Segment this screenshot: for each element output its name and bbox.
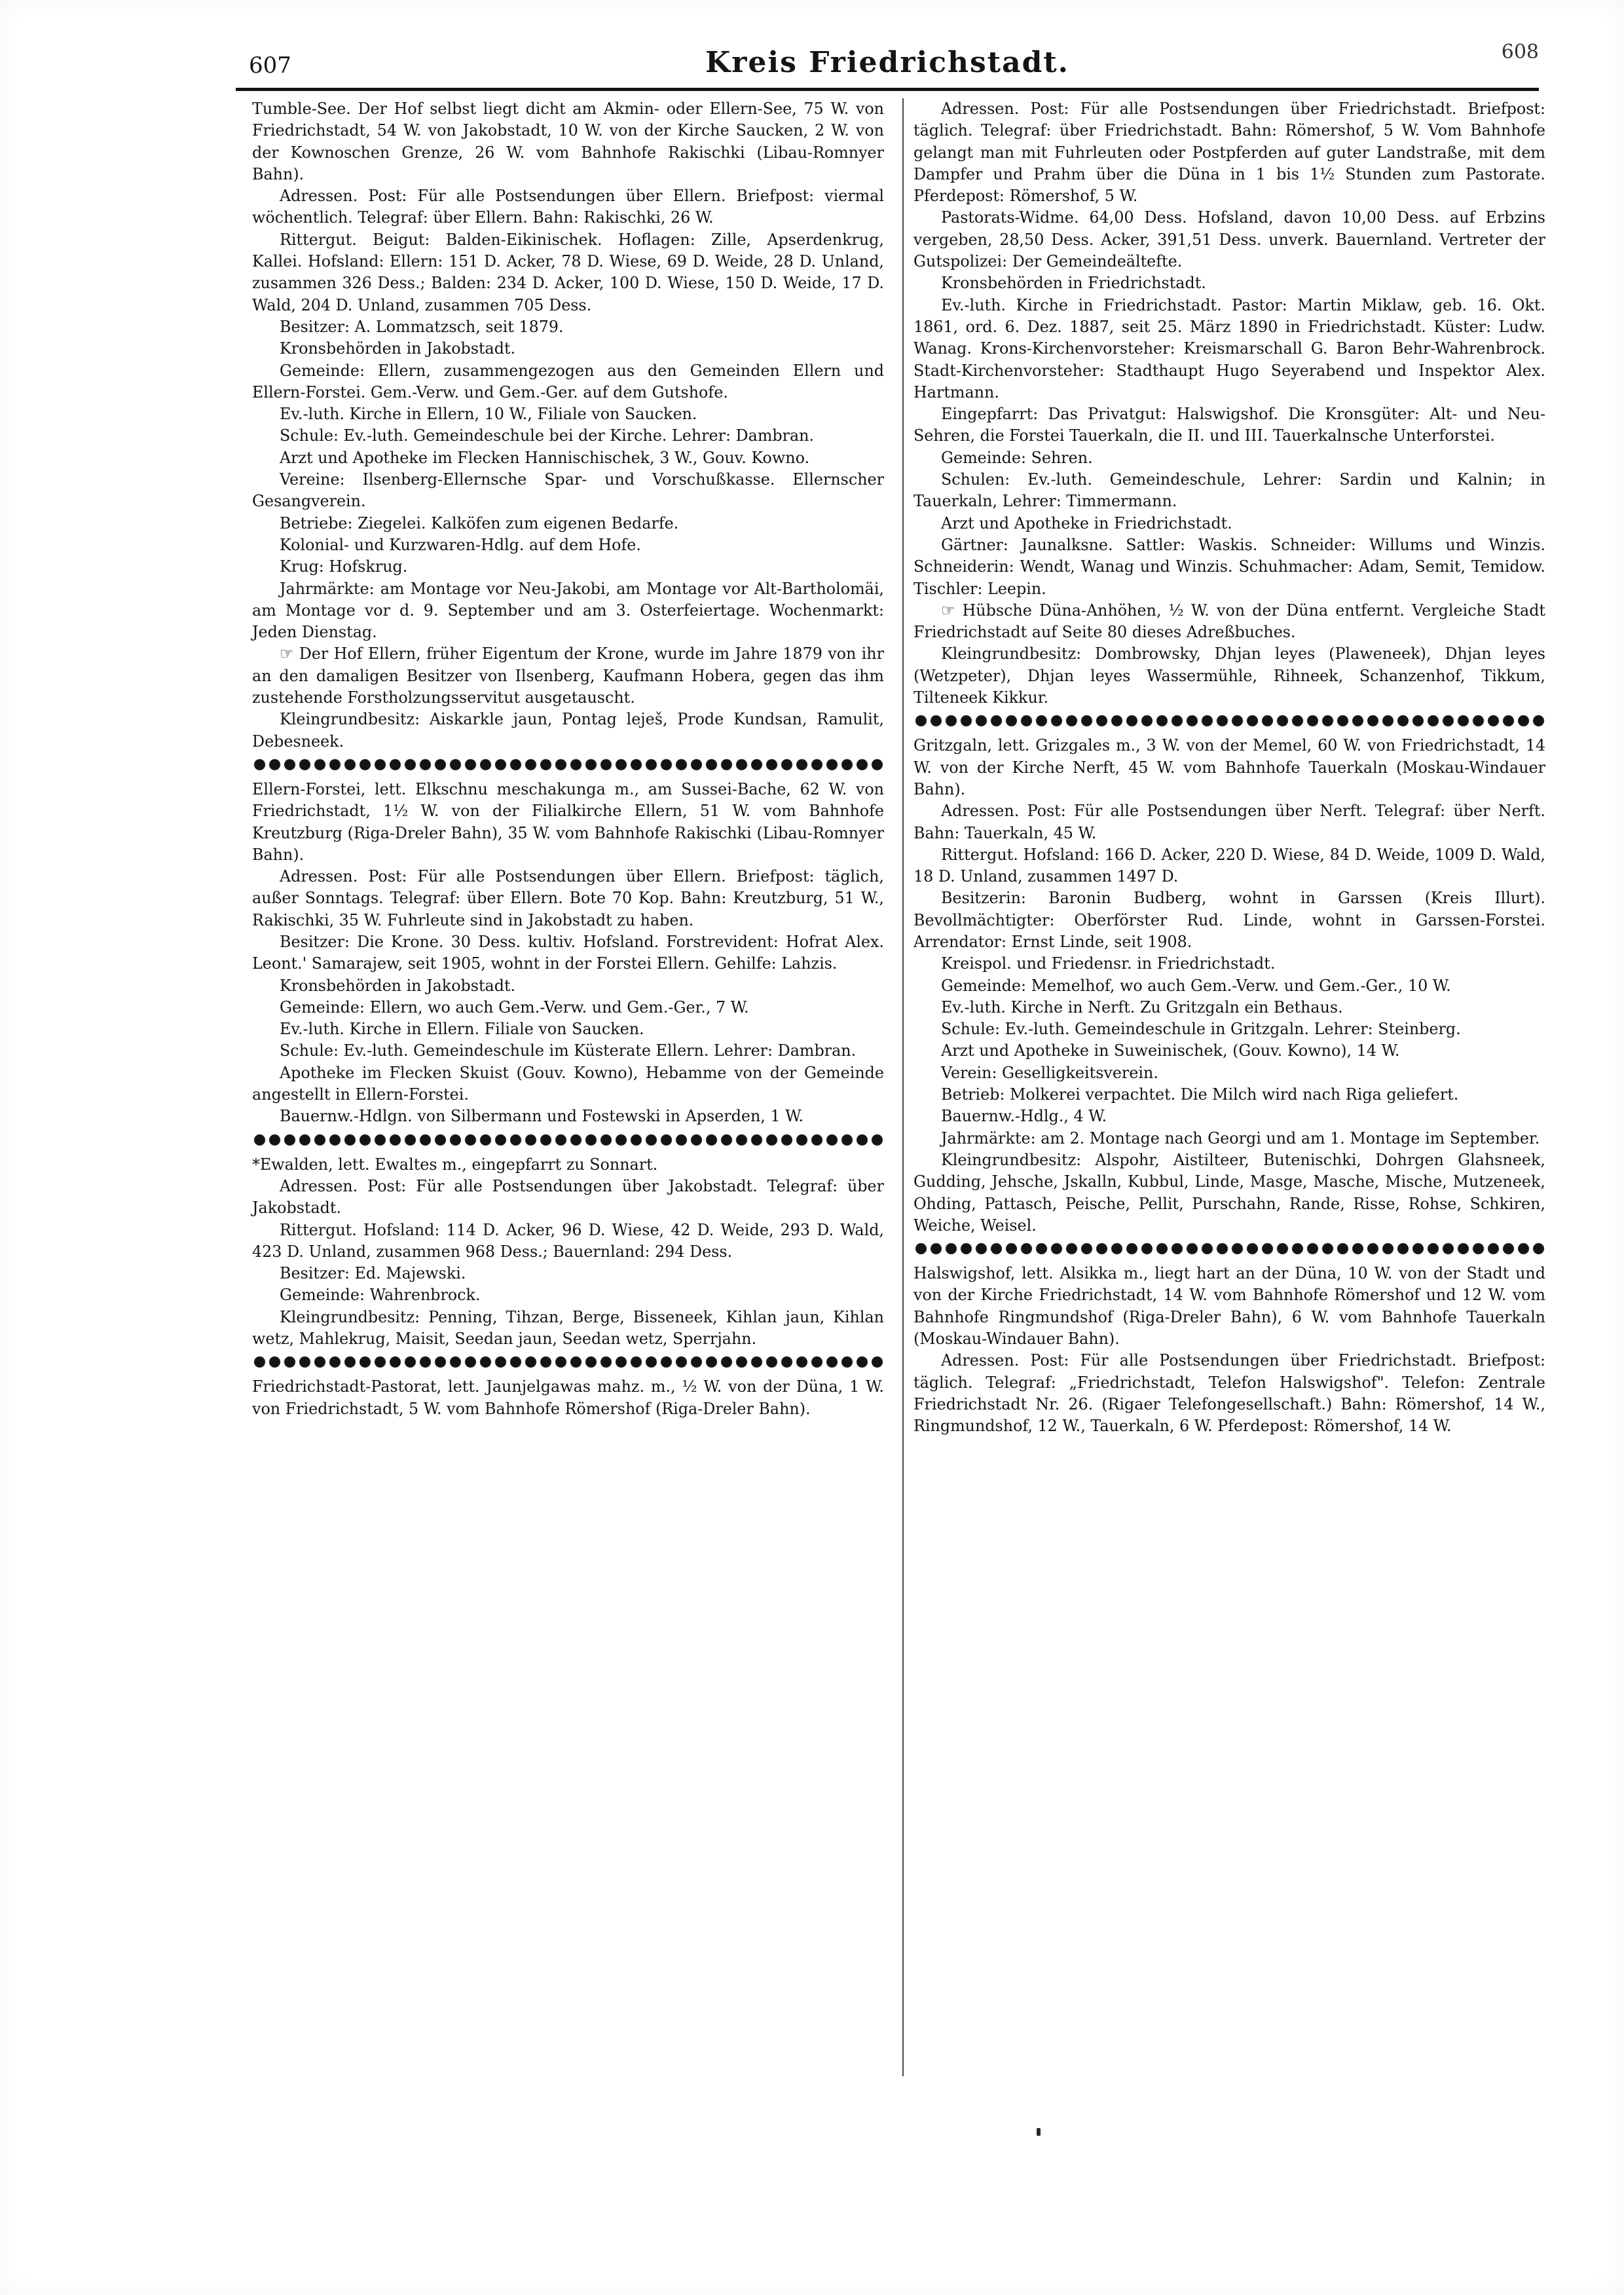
entry-paragraph: Betriebe: Ziegelei. Kalköfen zum eigenen Bedarfe. [280, 513, 679, 532]
entry-paragraph: Gemeinde: Wahrenbrock. [280, 1286, 481, 1305]
entry-heading-paragraph: *Ewalden, lett. Ewaltes m., eingepfarrt zu Sonnart. [252, 1155, 658, 1174]
entry-paragraph: Schule: Ev.-luth. Gemeindeschule in Gritzgaln. Lehrer: Steinberg. [941, 1020, 1461, 1039]
entry-paragraph: ☞ Der Hof Ellern, früher Eigentum der Krone, wurde im Jahre 1879 von ihr an den damaligen Besitzer von Ilsenberg, Kaufmann Hobera, gegen das ihm zustehende Forstholzungsservitut ausgetauscht. [252, 644, 884, 707]
entry-paragraph: Rittergut. Hofsland: 166 D. Acker, 220 D. Wiese, 84 D. Weide, 1009 D. Wald, 18 D. Unland, zusammen 1497 D. [913, 845, 1545, 886]
entry-paragraph: Schule: Ev.-luth. Gemeindeschule bei der Kirche. Lehrer: Dambran. [280, 426, 815, 445]
section-divider [252, 1352, 884, 1372]
entry-paragraph: Kolonial- und Kurzwaren-Hdlg. auf dem Hofe. [280, 535, 641, 554]
page-number-right: 608 [1501, 41, 1539, 64]
entry-paragraph: Jahrmärkte: am 2. Montage nach Georgi und am 1. Montage im September. [941, 1129, 1540, 1148]
entry-paragraph: Adressen. Post: Für alle Postsendungen über Ellern. Briefpost: täglich, außer Sonntags. Telegraf: über Ellern. Bote 70 Kop. Bahn: Kreutzburg, 51 W., Rakischki, 35 W. Fuhrleute sind in Jakobstadt zu haben. [252, 867, 884, 929]
entry-paragraph: Kronsbehörden in Jakobstadt. [280, 339, 516, 358]
entry-paragraph: Adressen. Post: Für alle Postsendungen über Nerft. Telegraf: über Nerft. Bahn: Tauerkaln, 45 W. [913, 802, 1545, 842]
entry-heading-paragraph: Halswigshof, lett. Alsikka m., liegt hart an der Düna, 10 W. von der Stadt und von der Kirche Friedrichstadt, 14 W. vom Bahnhofe Römershof und 12 W. vom Bahnhofe Ringmundshof (Riga-Dreler Bahn), 6 W. vom Bahnhofe Tauerkaln (Moskau-Windauer Bahn). [913, 1264, 1545, 1349]
entry-paragraph: Arzt und Apotheke im Flecken Hannischischek, 3 W., Gouv. Kowno. [280, 448, 810, 467]
entry-heading-paragraph: Tumble-See. Der Hof selbst liegt dicht am Akmin- oder Ellern-See, 75 W. von Friedrichstadt, 54 W. von Jakobstadt, 10 W. von der Kirche Saucken, 2 W. von der Kownoschen Grenze, 26 W. vom Bahnhofe Rakischki (Libau-Romnyer Bahn). [252, 100, 884, 183]
entry-paragraph: Gemeinde: Ellern, wo auch Gem.-Verw. und Gem.-Ger., 7 W. [280, 998, 749, 1017]
section-divider [252, 755, 884, 775]
entry-paragraph: Schulen: Ev.-luth. Gemeindeschule, Lehrer: Sardin und Kalnin; in Tauerkaln, Lehrer: Timmermann. [913, 470, 1545, 511]
entry-heading-paragraph: Friedrichstadt-Pastorat, lett. Jaunjelgawas mahz. m., ½ W. von der Düna, 1 W. von Friedrichstadt, 5 W. vom Bahnhofe Römershof (Riga-Dreler Bahn). [252, 1377, 884, 1418]
entry-paragraph: Adressen. Post: Für alle Postsendungen über Ellern. Briefpost: viermal wöchentlich. Telegraf: über Ellern. Bahn: Rakischki, 26 W. [252, 187, 884, 227]
entry-paragraph: Rittergut. Hofsland: 114 D. Acker, 96 D. Wiese, 42 D. Weide, 293 D. Wald, 423 D. Unland, zusammen 968 Dess.; Bauernland: 294 Dess. [252, 1220, 884, 1261]
entry-paragraph: Besitzer: Die Krone. 30 Dess. kultiv. Hofsland. Forstrevident: Hofrat Alex. Leont.' Samarajew, seit 1905, wohnt in der Forstei Ellern. Gehilfe: Lahzis. [252, 932, 884, 973]
page-title: Kreis Friedrichstadt. [705, 46, 1070, 79]
section-divider [252, 1130, 884, 1150]
entry-paragraph: Apotheke im Flecken Skuist (Gouv. Kowno), Hebamme von der Gemeinde angestellt in Ellern-Forstei. [252, 1063, 884, 1104]
entry-paragraph: Betrieb: Molkerei verpachtet. Die Milch wird nach Riga geliefert. [941, 1085, 1459, 1104]
entry-paragraph: Rittergut. Beigut: Balden-Eikinischek. Hoflagen: Zille, Apserdenkrug, Kallei. Hofsland: Ellern: 151 D. Acker, 78 D. Wiese, 69 D. Weide, 28 D. Unland, zusammen 326 Dess.; Balden: 234 D. Acker, 100 D. Wiese, 150 D. Weide, 17 D. Wald, 204 D. Unland, zusammen 705 Dess. [252, 230, 884, 314]
right-column [913, 98, 1545, 1438]
column-separator [902, 98, 904, 2076]
entry-paragraph: Pastorats-Widme. 64,00 Dess. Hofsland, davon 10,00 Dess. auf Erbzins vergeben, 28,50 Dess. Acker, 391,51 Dess. unverk. Bauernland. Vertreter der Gutspolizei: Der Gemeindeältefte. [913, 208, 1545, 271]
entry-paragraph: Adressen. Post: Für alle Postsendungen über Friedrichstadt. Briefpost: täglich. Telegraf: „Friedrichstadt, Telefon Halswigshof". Telefon: Zentrale Friedrichstadt Nr. 26. (Rigaer Telefongesellschaft.) Bahn: Römershof, 14 W., Ringmundshof, 12 W., Tauerkaln, 6 W. Pferdepost: Römershof, 14 W. [913, 1351, 1545, 1436]
page-header [236, 28, 1539, 88]
page-number-left: 607 [249, 52, 291, 79]
entry-paragraph: Adressen. Post: Für alle Postsendungen über Jakobstadt. Telegraf: über Jakobstadt. [252, 1176, 884, 1218]
entry-heading-paragraph: Ellern-Forstei, lett. Elkschnu meschakunga m., am Sussei-Bache, 62 W. von Friedrichstadt, 1½ W. von der Filialkirche Ellern, 51 W. vom Bahnhofe Kreutzburg (Riga-Dreler Bahn), 35 W. vom Bahnhofe Rakischki (Libau-Romnyer Bahn). [252, 779, 884, 864]
entry-paragraph: Bauernw.-Hdlg., 4 W. [941, 1107, 1107, 1126]
entry-paragraph: Krug: Hofskrug. [280, 557, 408, 576]
entry-paragraph: Kronsbehörden in Jakobstadt. [280, 976, 516, 995]
entry-paragraph: Kleingrundbesitz: Aiskarkle jaun, Pontag leješ, Prode Kundsan, Ramulit, Debesneek. [252, 710, 884, 751]
entry-paragraph: Vereine: Ilsenberg-Ellernsche Spar- und Vorschußkasse. Ellernscher Gesangverein. [252, 470, 884, 511]
section-divider [913, 711, 1545, 731]
entry-paragraph: Gärtner: Jaunalksne. Sattler: Waskis. Schneider: Willums und Winzis. Schneiderin: Wendt, Wanag und Winzis. Schuhmacher: Adam, Semit, Temidow. Tischler: Leepin. [913, 535, 1545, 598]
entry-paragraph: Gemeinde: Memelhof, wo auch Gem.-Verw. und Gem.-Ger., 10 W. [941, 976, 1451, 995]
entry-paragraph: ☞ Hübsche Düna-Anhöhen, ½ W. von der Düna entfernt. Vergleiche Stadt Friedrichstadt auf Seite 80 dieses Adreßbuches. [913, 601, 1545, 642]
section-divider [913, 1239, 1545, 1259]
entry-paragraph: Arzt und Apotheke in Friedrichstadt. [941, 513, 1232, 532]
entry-paragraph: Kleingrundbesitz: Dombrowsky, Dhjan leyes (Plaweneek), Dhjan leyes (Wetzpeter), Dhjan leyes Wassermühle, Rihneek, Schanzenhof, Tikkum, Tilteneek Kikkur. [913, 644, 1545, 707]
header-rule [236, 88, 1539, 91]
entry-paragraph: Eingepfarrt: Das Privatgut: Halswigshof. Die Kronsgüter: Alt- und Neu-Sehren, die Forstei Tauerkaln, die II. und III. Tauerkalnsche Unterforstei. [913, 405, 1545, 445]
entry-paragraph: Gemeinde: Ellern, zusammengezogen aus den Gemeinden Ellern und Ellern-Forstei. Gem.-Verw. und Gem.-Ger. auf dem Gutshofe. [252, 361, 884, 401]
entry-paragraph: Kleingrundbesitz: Penning, Tihzan, Berge, Bisseneek, Kihlan jaun, Kihlan wetz, Mahlekrug, Maisit, Seedan jaun, Seedan wetz, Sperrjahn. [252, 1307, 884, 1349]
entry-heading-paragraph: Gritzgaln, lett. Grizgales m., 3 W. von der Memel, 60 W. von Friedrichstadt, 14 W. von der Kirche Nerft, 45 W. vom Bahnhofe Tauerkaln (Moskau-Windauer Bahn). [913, 736, 1545, 798]
entry-paragraph: Bauernw.-Hdlgn. von Silbermann und Fostewski in Apserden, 1 W. [280, 1107, 804, 1126]
ink-mark [1037, 2128, 1041, 2136]
entry-paragraph: Kreispol. und Friedensr. in Friedrichstadt. [941, 954, 1276, 973]
entry-paragraph: Jahrmärkte: am Montage vor Neu-Jakobi, am Montage vor Alt-Bartholomäi, am Montage vor d. 9. September und am 3. Osterfeiertage. Wochenmarkt: Jeden Dienstag. [252, 579, 884, 642]
entry-paragraph: Adressen. Post: Für alle Postsendungen über Friedrichstadt. Briefpost: täglich. Telegraf: über Friedrichstadt. Bahn: Römershof, 5 W. Vom Bahnhofe gelangt man mit Fuhrleuten oder Postpferden auf guter Landstraße, mit dem Dampfer und Prahm über die Düna in 1 bis 1½ Stunden zum Pastorate. Pferdepost: Römershof, 5 W. [913, 100, 1545, 206]
entry-paragraph: Kleingrundbesitz: Alspohr, Aistilteer, Butenischki, Dohrgen Glahsneek, Gudding, Jehsche, Jskalln, Kubbul, Linde, Masge, Masche, Mische, Mutzeneek, Ohding, Pattasch, Peische, Pellit, Purschahn, Rande, Risse, Rohse, Schkiren, Weiche, Weisel. [913, 1150, 1545, 1235]
entry-paragraph: Verein: Geselligkeitsverein. [941, 1063, 1158, 1082]
entry-paragraph: Ev.-luth. Kirche in Nerft. Zu Gritzgaln ein Bethaus. [941, 998, 1343, 1017]
entry-paragraph: Ev.-luth. Kirche in Ellern. Filiale von Saucken. [280, 1020, 644, 1039]
entry-paragraph: Kronsbehörden in Friedrichstadt. [941, 274, 1206, 293]
entry-paragraph: Besitzer: A. Lommatzsch, seit 1879. [280, 317, 564, 336]
left-column [252, 98, 884, 1420]
entry-paragraph: Gemeinde: Sehren. [941, 448, 1093, 467]
entry-paragraph: Besitzerin: Baronin Budberg, wohnt in Garssen (Kreis Illurt). Bevollmächtigter: Oberförster Rud. Linde, wohnt in Garssen-Forstei. Arrendator: Ernst Linde, seit 1908. [913, 889, 1545, 951]
entry-paragraph: Ev.-luth. Kirche in Friedrichstadt. Pastor: Martin Miklaw, geb. 16. Okt. 1861, ord. 6. Dez. 1887, seit 25. März 1890 in Friedrichstadt. Küster: Ludw. Wanag. Krons-Kirchenvorsteher: Kreismarschall G. Baron Behr-Wahrenbrock. Stadt-Kirchenvorsteher: Stadthaupt Hugo Seyerabend und Inspektor Alex. Hartmann. [913, 295, 1545, 401]
entry-paragraph: Ev.-luth. Kirche in Ellern, 10 W., Filiale von Saucken. [280, 405, 697, 424]
entry-paragraph: Besitzer: Ed. Majewski. [280, 1264, 466, 1283]
entry-paragraph: Schule: Ev.-luth. Gemeindeschule im Küsterate Ellern. Lehrer: Dambran. [280, 1041, 857, 1060]
entry-paragraph: Arzt und Apotheke in Suweinischek, (Gouv. Kowno), 14 W. [941, 1041, 1400, 1060]
